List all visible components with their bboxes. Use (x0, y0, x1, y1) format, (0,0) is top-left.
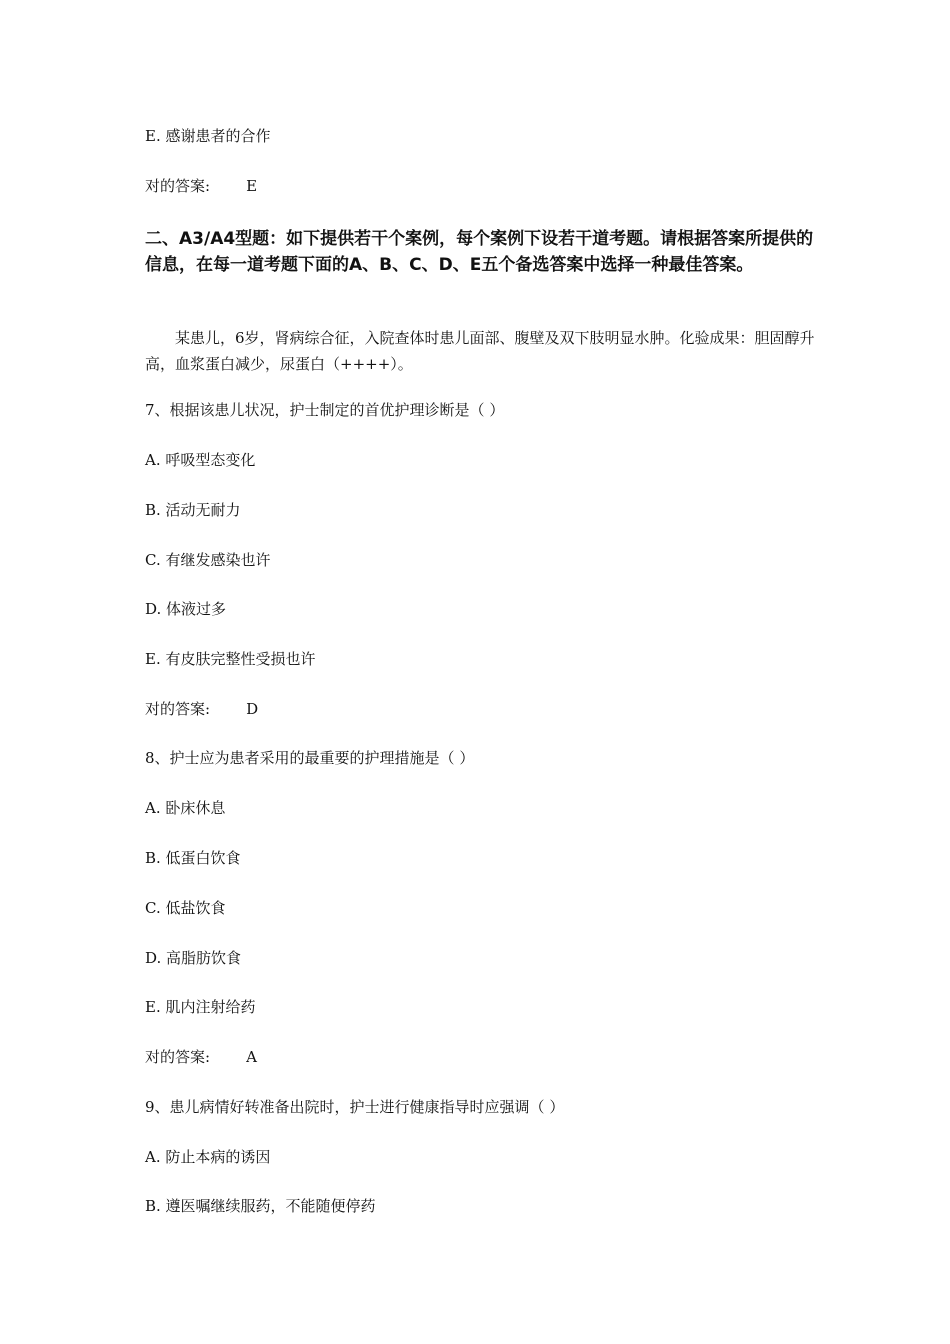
question-7: 7、根据该患儿状况，护士制定的首优护理诊断是（ ） (145, 401, 505, 419)
q8-answer-row (145, 1047, 257, 1067)
q9-option-a: A. 防止本病的诱因 (145, 1148, 271, 1166)
q7-option-d: D. 体液过多 (145, 600, 227, 618)
section-heading: 二、A3/A4型题：如下提供若干个案例，每个案例下设若干道考题。请根据答案所提供的信息，在每一道考题下面的A、B、C、D、E五个备选答案中选择一种最佳答案。 (145, 229, 814, 275)
q8-option-c: C. 低盐饮食 (145, 899, 226, 917)
answer-label: 对的答案: (145, 700, 211, 718)
q8-option-a: A. 卧床休息 (145, 799, 226, 817)
q8-option-d: D. 高脂肪饮食 (145, 949, 242, 967)
question-8: 8、护士应为患者采用的最重要的护理措施是（ ） (145, 749, 475, 767)
answer-value: E (246, 177, 258, 195)
q7-option-a: A. 呼吸型态变化 (145, 451, 256, 469)
option-e-prev: E. 感谢患者的合作 (145, 127, 271, 145)
q7-option-c: C. 有继发感染也许 (145, 551, 271, 569)
answer-label: 对的答案: (145, 1048, 211, 1066)
q7-option-b: B. 活动无耐力 (145, 501, 241, 519)
answer-row-prev (145, 176, 257, 196)
q8-option-e: E. 肌内注射给药 (145, 998, 256, 1016)
q7-answer-row (145, 699, 258, 719)
answer-value: A (246, 1048, 257, 1066)
question-9: 9、患儿病情好转准备出院时，护士进行健康指导时应强调（ ） (145, 1098, 565, 1116)
case-description: 某患儿，6岁，肾病综合征，入院查体时患儿面部、腹壁及双下肢明显水肿。化验成果：胆固醇升高，血浆蛋白减少，尿蛋白（++++）。 (145, 329, 815, 373)
answer-label: 对的答案: (145, 177, 211, 195)
answer-value: D (246, 700, 259, 718)
q9-option-b: B. 遵医嘱继续服药，不能随便停药 (145, 1197, 376, 1215)
q8-option-b: B. 低蛋白饮食 (145, 849, 241, 867)
q7-option-e: E. 有皮肤完整性受损也许 (145, 650, 316, 668)
